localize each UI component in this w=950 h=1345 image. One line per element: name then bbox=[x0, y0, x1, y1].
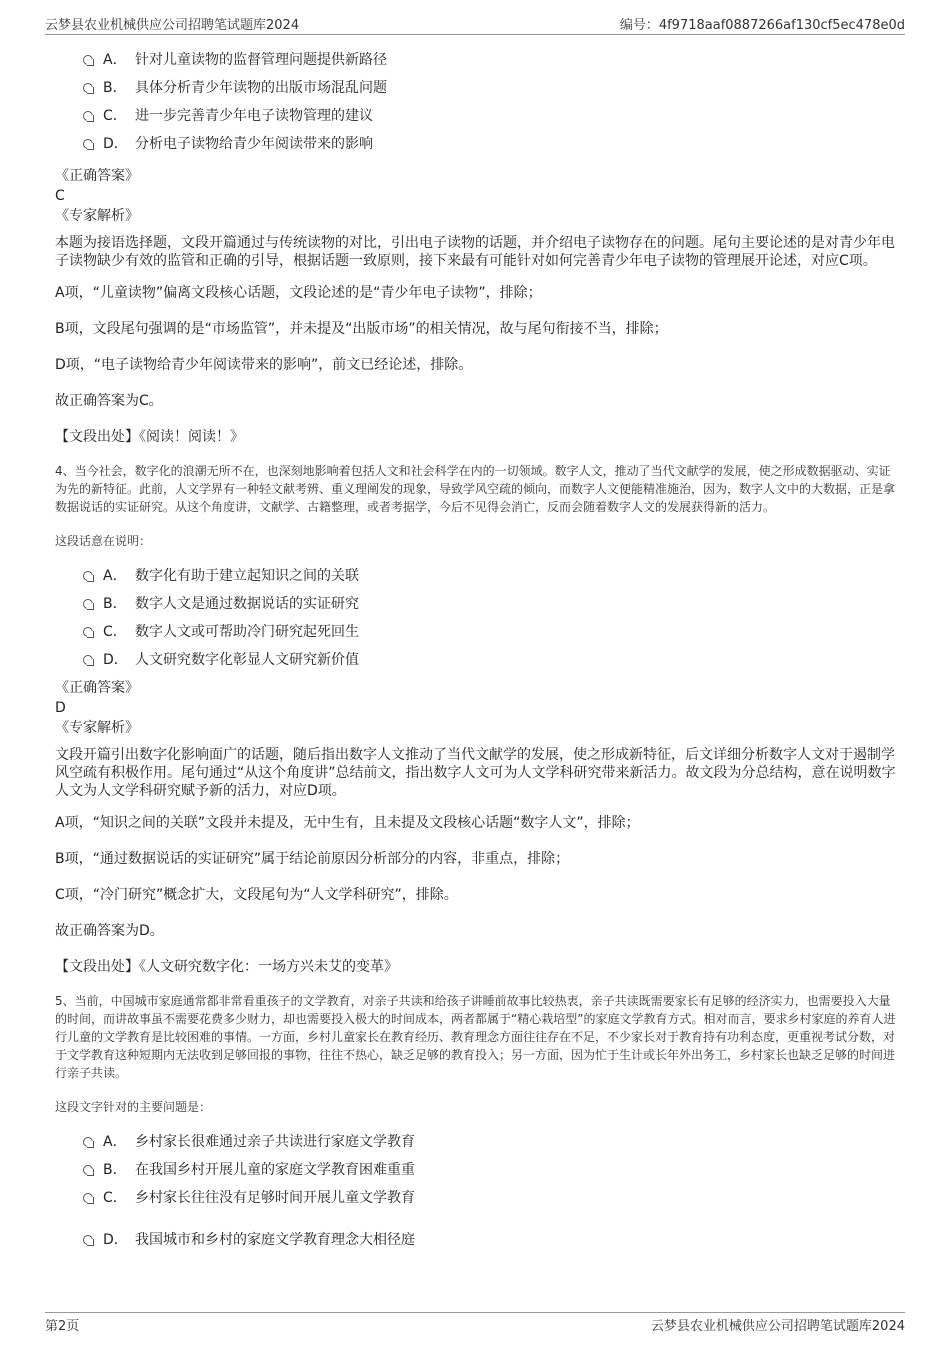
note-a: A项，“知识之间的关联”文段并未提及，无中生有，且未提及文段核心话题“数字人文”，排除； bbox=[55, 815, 640, 831]
radio-icon[interactable] bbox=[83, 571, 93, 581]
q4-question: 这段话意在说明： bbox=[55, 534, 152, 548]
radio-icon[interactable] bbox=[83, 139, 93, 149]
q4-option-c[interactable]: C． 数字人文或可帮助冷门研究起死回生 bbox=[40, 618, 900, 646]
header-doc-id: 编号：4f9718aaf0887266af130cf5ec478e0d bbox=[619, 17, 905, 33]
final-answer: 故正确答案为D。 bbox=[55, 923, 164, 939]
radio-icon[interactable] bbox=[83, 55, 93, 65]
q3-option-b[interactable]: B． 具体分析青少年读物的出版市场混乱问题 bbox=[40, 74, 900, 102]
page-content bbox=[55, 46, 900, 1254]
q5-options bbox=[40, 1128, 900, 1254]
analysis-label: 《专家解析》 bbox=[55, 208, 139, 224]
analysis-text: 本题为接语选择题，文段开篇通过与传统读物的对比，引出电子读物的话题，并介绍电子读物存在的问题。尾句主要论述的是对青少年电子读物缺少有效的监管和正确的引导，根据话题一致原则，接下来最有可能针对如何完善青少年电子读物的管理展开论述，对应C项。 bbox=[55, 235, 895, 269]
q3-option-a[interactable]: A． 针对儿童读物的监督管理问题提供新路径 bbox=[40, 46, 900, 74]
note-b: B项，“通过数据说话的实证研究”属于结论前原因分析部分的内容，非重点，排除； bbox=[55, 851, 570, 867]
page-header bbox=[45, 12, 905, 35]
source: 【文段出处】《人文研究数字化：一场方兴未艾的变革》 bbox=[55, 959, 398, 975]
answer-value: C bbox=[55, 188, 65, 204]
radio-icon[interactable] bbox=[83, 655, 93, 665]
q4-option-d[interactable]: D． 人文研究数字化彰显人文研究新价值 bbox=[40, 646, 900, 674]
q3-option-c[interactable]: C． 进一步完善青少年电子读物管理的建议 bbox=[40, 102, 900, 130]
final-answer: 故正确答案为C。 bbox=[55, 393, 163, 409]
note-c: C项，“冷门研究”概念扩大，文段尾句为“人文学科研究”，排除。 bbox=[55, 887, 458, 903]
q5-option-d[interactable]: D． 我国城市和乡村的家庭文学教育理念大相径庭 bbox=[40, 1226, 900, 1254]
note-b: B项，文段尾句强调的是“市场监管”，并未提及“出版市场”的相关情况，故与尾句衔接不当，排除； bbox=[55, 321, 668, 337]
radio-icon[interactable] bbox=[83, 1193, 93, 1203]
footer-title: 云梦县农业机械供应公司招聘笔试题库2024 bbox=[650, 1318, 905, 1334]
answer-label: 《正确答案》 bbox=[55, 680, 139, 696]
radio-icon[interactable] bbox=[83, 111, 93, 121]
radio-icon[interactable] bbox=[83, 1137, 93, 1147]
radio-icon[interactable] bbox=[83, 599, 93, 609]
note-d: D项，“电子读物给青少年阅读带来的影响”，前文已经论述，排除。 bbox=[55, 357, 473, 373]
q4-options bbox=[40, 562, 900, 674]
q3-options bbox=[40, 46, 900, 158]
q4-option-b[interactable]: B． 数字人文是通过数据说话的实证研究 bbox=[40, 590, 900, 618]
q5-stem: 5、当前，中国城市家庭通常都非常看重孩子的文学教育，对亲子共读和给孩子讲睡前故事比较热衷，亲子共读既需要家长有足够的经济实力，也需要投入大量的时间，而讲故事虽不需要花费多少财力，却也需要投入极大的时间成本，两者都属于“精心栽培型”的家庭文学教育方式。相对而言，要求乡村家庭的养育人进行儿童的文学教育是比较困难的事情。一方面，乡村儿童家长在教育经历、教育理念方面往往存在不足，不少家长对于教育持有功利态度，更重视考试分数，对于文学教育这种短期内无法收到足够回报的事物，往往不热心，缺乏足够的教育投入；另一方面，因为忙于生计或长年外出务工，乡村家长也缺乏足够的时间进行亲子共读。 bbox=[55, 994, 896, 1080]
header-title: 云梦县农业机械供应公司招聘笔试题库2024 bbox=[45, 17, 300, 33]
radio-icon[interactable] bbox=[83, 1235, 93, 1245]
q4-option-a[interactable]: A． 数字化有助于建立起知识之间的关联 bbox=[40, 562, 900, 590]
note-a: A项，“儿童读物”偏离文段核心话题，文段论述的是“青少年电子读物”，排除； bbox=[55, 285, 542, 301]
radio-icon[interactable] bbox=[83, 1165, 93, 1175]
q5-option-a[interactable]: A． 乡村家长很难通过亲子共读进行家庭文学教育 bbox=[40, 1128, 900, 1156]
source: 【文段出处】《阅读！阅读！》 bbox=[55, 429, 244, 445]
answer-value: D bbox=[55, 700, 66, 716]
q3-option-d[interactable]: D． 分析电子读物给青少年阅读带来的影响 bbox=[40, 130, 900, 158]
answer-label: 《正确答案》 bbox=[55, 168, 139, 184]
analysis-text: 文段开篇引出数字化影响面广的话题，随后指出数字人文推动了当代文献学的发展，使之形成新特征，后文详细分析数字人文对于遏制学风空疏有积极作用。尾句通过“从这个角度讲”总结前文，指出数字人文可为人文学科研究带来新活力。故文段为分总结构，意在说明数字人文为人文学科研究赋予新的活力，对应D项。 bbox=[55, 747, 896, 799]
q5-question: 这段文字针对的主要问题是： bbox=[55, 1100, 212, 1114]
radio-icon[interactable] bbox=[83, 627, 93, 637]
radio-icon[interactable] bbox=[83, 83, 93, 93]
analysis-label: 《专家解析》 bbox=[55, 720, 139, 736]
page-footer bbox=[45, 1312, 905, 1335]
q5-option-b[interactable]: B． 在我国乡村开展儿童的家庭文学教育困难重重 bbox=[40, 1156, 900, 1184]
page-number: 第2页 bbox=[45, 1318, 80, 1334]
q4-stem: 4、当今社会，数字化的浪潮无所不在，也深刻地影响着包括人文和社会科学在内的一切领域。数字人文，推动了当代文献学的发展，使之形成数据驱动、实证为先的新特征。此前，人文学界有一种轻文献考辨、重义理阐发的现象，导致学风空疏的倾向，而数字人文便能精准施治，因为，数字人文中的大数据，正是拿数据说话的实证研究。从这个角度讲，文献学、古籍整理，或者考据学，今后不见得会消亡，反而会随着数字人文的发展获得新的活力。 bbox=[55, 464, 896, 514]
q5-option-c[interactable]: C． 乡村家长往往没有足够时间开展儿童文学教育 bbox=[40, 1184, 900, 1212]
